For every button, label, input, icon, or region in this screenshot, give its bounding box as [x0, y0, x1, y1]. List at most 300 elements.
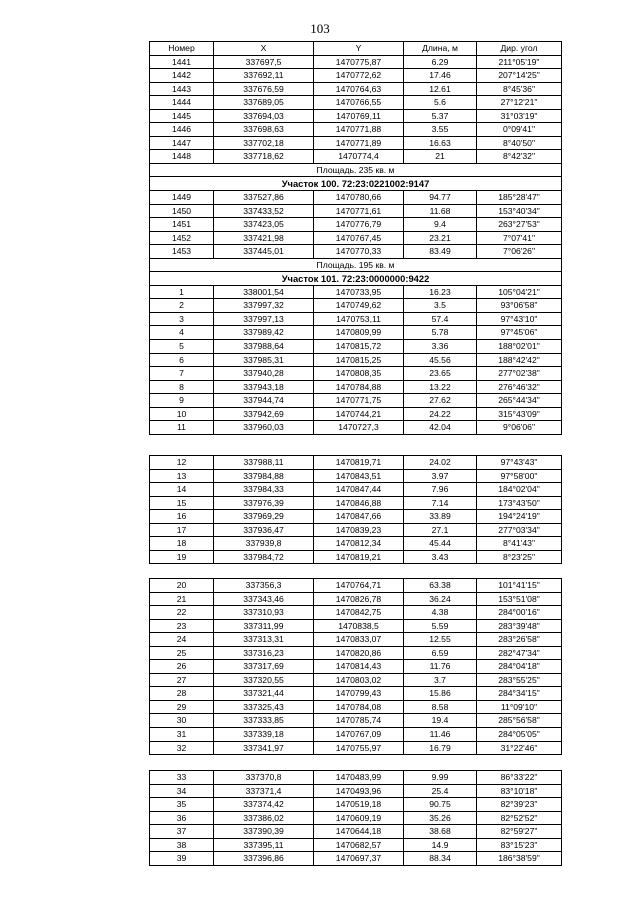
- table-row: [150, 191, 562, 205]
- coord-y: 1470764,71: [314, 579, 404, 593]
- point-number: 8: [150, 380, 214, 394]
- segment-length: 94.77: [404, 191, 477, 205]
- segment-length: 11.76: [404, 660, 477, 674]
- direction-angle: 277°02'38": [477, 367, 562, 381]
- point-number: 26: [150, 660, 214, 674]
- point-number: 39: [150, 852, 214, 866]
- direction-angle: 282°47'34": [477, 646, 562, 660]
- coord-x: 337317,69: [214, 660, 314, 674]
- direction-angle: 8°42'32": [477, 150, 562, 164]
- direction-angle: 97°43'10": [477, 312, 562, 326]
- point-number: 6: [150, 353, 214, 367]
- segment-length: 36.24: [404, 592, 477, 606]
- coord-y: 1470755,97: [314, 741, 404, 755]
- point-number: 7: [150, 367, 214, 381]
- coord-x: 337370,8: [214, 771, 314, 785]
- coord-x: 337718,62: [214, 150, 314, 164]
- table-row: [150, 619, 562, 633]
- coord-y: 1470767,45: [314, 231, 404, 245]
- coord-x: 337692,11: [214, 69, 314, 83]
- direction-angle: 101°41'15": [477, 579, 562, 593]
- direction-angle: 153°51'08": [477, 592, 562, 606]
- direction-angle: 265°44'34": [477, 394, 562, 408]
- table-row: [150, 136, 562, 150]
- direction-angle: 277°03'34": [477, 523, 562, 537]
- point-number: 32: [150, 741, 214, 755]
- coord-y: 1470785,74: [314, 714, 404, 728]
- table-row: [150, 510, 562, 524]
- segment-length: 42.04: [404, 421, 477, 435]
- direction-angle: 27°12'21": [477, 96, 562, 110]
- segment-length: 45.44: [404, 537, 477, 551]
- segment-length: 4.38: [404, 606, 477, 620]
- coord-y: 1470493,96: [314, 784, 404, 798]
- table-row: [150, 496, 562, 510]
- coord-x: 337320,55: [214, 673, 314, 687]
- table-row: [150, 523, 562, 537]
- coord-y: 1470483,99: [314, 771, 404, 785]
- table-row: [150, 550, 562, 564]
- table-row: [150, 96, 562, 110]
- page-number: 103: [310, 21, 330, 36]
- coord-y: 1470784,88: [314, 380, 404, 394]
- coord-y: 1470774,4: [314, 150, 404, 164]
- coord-y: 1470776,79: [314, 218, 404, 232]
- table-row: [150, 456, 562, 470]
- coord-y: 1470769,11: [314, 109, 404, 123]
- direction-angle: 211°05'19": [477, 55, 562, 69]
- coord-y: 1470847,44: [314, 483, 404, 497]
- segment-length: 3.43: [404, 550, 477, 564]
- coord-x: 337944,74: [214, 394, 314, 408]
- coord-x: 337311,99: [214, 619, 314, 633]
- direction-angle: 276°46'32": [477, 380, 562, 394]
- point-number: 10: [150, 407, 214, 421]
- point-number: 9: [150, 394, 214, 408]
- table-row: [150, 798, 562, 812]
- point-number: 12: [150, 456, 214, 470]
- direction-angle: 184°02'04": [477, 483, 562, 497]
- coord-y: 1470772,62: [314, 69, 404, 83]
- table-row: [150, 852, 562, 866]
- direction-angle: 284°00'16": [477, 606, 562, 620]
- point-number: 11: [150, 421, 214, 435]
- coordinates-table-contour-3: [149, 578, 562, 755]
- coord-x: 337969,29: [214, 510, 314, 524]
- segment-length: 6.29: [404, 55, 477, 69]
- coord-y: 1470819,71: [314, 456, 404, 470]
- coord-x: 337985,31: [214, 353, 314, 367]
- table-row: [150, 673, 562, 687]
- coord-x: 337421,98: [214, 231, 314, 245]
- direction-angle: 9°06'06": [477, 421, 562, 435]
- point-number: 1441: [150, 55, 214, 69]
- direction-angle: 173°43'50": [477, 496, 562, 510]
- table-row: [150, 353, 562, 367]
- table-row: [150, 537, 562, 551]
- segment-length: 12.55: [404, 633, 477, 647]
- section-title-101: Участок 101. 72:23:0000000:9422: [150, 272, 562, 286]
- coord-x: 337445,01: [214, 245, 314, 259]
- segment-length: 11.46: [404, 728, 477, 742]
- coord-x: 337527,86: [214, 191, 314, 205]
- segment-length: 5.78: [404, 326, 477, 340]
- section-title-100: Участок 100. 72:23:0221002:9147: [150, 177, 562, 191]
- table-row: [150, 811, 562, 825]
- coord-y: 1470819,21: [314, 550, 404, 564]
- coord-x: 337333,85: [214, 714, 314, 728]
- point-number: 15: [150, 496, 214, 510]
- table-row: [150, 312, 562, 326]
- segment-length: 88.34: [404, 852, 477, 866]
- segment-length: 19.4: [404, 714, 477, 728]
- segment-length: 16.63: [404, 136, 477, 150]
- coord-y: 1470697,37: [314, 852, 404, 866]
- segment-length: 13.22: [404, 380, 477, 394]
- point-number: 14: [150, 483, 214, 497]
- coord-x: 337989,42: [214, 326, 314, 340]
- coord-y: 1470833,07: [314, 633, 404, 647]
- segment-length: 3.7: [404, 673, 477, 687]
- coord-x: 337943,18: [214, 380, 314, 394]
- direction-angle: 283°26'58": [477, 633, 562, 647]
- table-row: [150, 728, 562, 742]
- coord-x: 337339,18: [214, 728, 314, 742]
- coord-y: 1470780,66: [314, 191, 404, 205]
- coord-x: 337689,05: [214, 96, 314, 110]
- segment-length: 12.61: [404, 82, 477, 96]
- segment-length: 15.86: [404, 687, 477, 701]
- direction-angle: 7°07'41": [477, 231, 562, 245]
- direction-angle: 283°39'48": [477, 619, 562, 633]
- segment-length: 5.59: [404, 619, 477, 633]
- table-row: [150, 633, 562, 647]
- segment-length: 57.4: [404, 312, 477, 326]
- table-row: [150, 700, 562, 714]
- direction-angle: 31°22'46": [477, 741, 562, 755]
- coord-x: 337997,32: [214, 299, 314, 313]
- segment-length: 3.5: [404, 299, 477, 313]
- direction-angle: 11°09'10": [477, 700, 562, 714]
- direction-angle: 83°10'18": [477, 784, 562, 798]
- coord-x: 337698,63: [214, 123, 314, 137]
- coord-x: 337313,31: [214, 633, 314, 647]
- segment-length: 7.96: [404, 483, 477, 497]
- coord-x: 337371,4: [214, 784, 314, 798]
- segment-length: 21: [404, 150, 477, 164]
- point-number: 35: [150, 798, 214, 812]
- coord-y: 1470784,08: [314, 700, 404, 714]
- direction-angle: 207°14'25": [477, 69, 562, 83]
- table-row: [150, 204, 562, 218]
- table-row: [150, 231, 562, 245]
- point-number: 33: [150, 771, 214, 785]
- direction-angle: 7°06'26": [477, 245, 562, 259]
- coord-y: 1470846,88: [314, 496, 404, 510]
- table-row: [150, 407, 562, 421]
- table-row: [150, 245, 562, 259]
- coord-y: 1470682,57: [314, 838, 404, 852]
- direction-angle: 8°40'50": [477, 136, 562, 150]
- coord-x: 337976,39: [214, 496, 314, 510]
- table-row: [150, 838, 562, 852]
- point-number: 1450: [150, 204, 214, 218]
- point-number: 22: [150, 606, 214, 620]
- segment-length: 11.68: [404, 204, 477, 218]
- point-number: 4: [150, 326, 214, 340]
- direction-angle: 153°40'34": [477, 204, 562, 218]
- direction-angle: 82°52'52": [477, 811, 562, 825]
- coord-x: 337694,03: [214, 109, 314, 123]
- coord-x: 337997,13: [214, 312, 314, 326]
- table-row: [150, 579, 562, 593]
- segment-length: 8.58: [404, 700, 477, 714]
- point-number: 28: [150, 687, 214, 701]
- coord-y: 1470644,18: [314, 825, 404, 839]
- coord-y: 1470803,02: [314, 673, 404, 687]
- direction-angle: 285°56'58": [477, 714, 562, 728]
- coord-y: 1470771,75: [314, 394, 404, 408]
- table-row: [150, 784, 562, 798]
- area-label: Площадь. 235 кв. м: [150, 163, 562, 177]
- direction-angle: 82°39'23": [477, 798, 562, 812]
- point-number: 24: [150, 633, 214, 647]
- segment-length: 27.62: [404, 394, 477, 408]
- point-number: 19: [150, 550, 214, 564]
- direction-angle: 82°59'27": [477, 825, 562, 839]
- point-number: 1447: [150, 136, 214, 150]
- direction-angle: 263°27'53": [477, 218, 562, 232]
- section-row: [150, 177, 562, 191]
- coord-x: 337423,05: [214, 218, 314, 232]
- coord-x: 337396,86: [214, 852, 314, 866]
- direction-angle: 194°24'19": [477, 510, 562, 524]
- coord-x: 337984,72: [214, 550, 314, 564]
- coord-x: 337988,64: [214, 340, 314, 354]
- coord-x: 337939,8: [214, 537, 314, 551]
- segment-length: 7.14: [404, 496, 477, 510]
- coordinates-table-contour-2: [149, 455, 562, 564]
- coord-y: 1470838,5: [314, 619, 404, 633]
- table-row: [150, 326, 562, 340]
- coord-x: 337942,69: [214, 407, 314, 421]
- table-row: [150, 394, 562, 408]
- coord-y: 1470808,35: [314, 367, 404, 381]
- point-number: 1445: [150, 109, 214, 123]
- segment-length: 9.4: [404, 218, 477, 232]
- coord-x: 337984,33: [214, 483, 314, 497]
- direction-angle: 283°55'25": [477, 673, 562, 687]
- direction-angle: 284°04'18": [477, 660, 562, 674]
- table-row: [150, 741, 562, 755]
- coord-y: 1470764,63: [314, 82, 404, 96]
- point-number: 1449: [150, 191, 214, 205]
- coord-y: 1470815,72: [314, 340, 404, 354]
- table-row: [150, 646, 562, 660]
- coord-y: 1470767,09: [314, 728, 404, 742]
- coord-x: 337321,44: [214, 687, 314, 701]
- direction-angle: 186°38'59": [477, 852, 562, 866]
- coord-y: 1470766,55: [314, 96, 404, 110]
- coord-x: 337676,59: [214, 82, 314, 96]
- direction-angle: 86°33'22": [477, 771, 562, 785]
- header-length: Длина, м: [404, 42, 477, 56]
- coord-y: 1470812,34: [314, 537, 404, 551]
- point-number: 36: [150, 811, 214, 825]
- direction-angle: 31°03'19": [477, 109, 562, 123]
- coord-x: 337984,88: [214, 469, 314, 483]
- table-row: [150, 660, 562, 674]
- point-number: 1453: [150, 245, 214, 259]
- point-number: 34: [150, 784, 214, 798]
- coord-y: 1470733,95: [314, 285, 404, 299]
- segment-length: 17.46: [404, 69, 477, 83]
- coord-x: 337341,97: [214, 741, 314, 755]
- coord-y: 1470770,33: [314, 245, 404, 259]
- direction-angle: 97°43'43": [477, 456, 562, 470]
- segment-length: 6.59: [404, 646, 477, 660]
- point-number: 1443: [150, 82, 214, 96]
- direction-angle: 97°45'06": [477, 326, 562, 340]
- segment-length: 23.65: [404, 367, 477, 381]
- area-label: Площадь. 195 кв. м: [150, 258, 562, 272]
- segment-length: 27.1: [404, 523, 477, 537]
- table-row: [150, 55, 562, 69]
- coord-x: 337988,11: [214, 456, 314, 470]
- direction-angle: 284°05'05": [477, 728, 562, 742]
- coord-y: 1470842,75: [314, 606, 404, 620]
- coord-x: 337697,5: [214, 55, 314, 69]
- segment-length: 23.21: [404, 231, 477, 245]
- coord-y: 1470814,43: [314, 660, 404, 674]
- coordinates-table-main: [149, 41, 562, 435]
- segment-length: 5.6: [404, 96, 477, 110]
- table-row: [150, 483, 562, 497]
- direction-angle: 8°23'25": [477, 550, 562, 564]
- point-number: 16: [150, 510, 214, 524]
- direction-angle: 83°15'23": [477, 838, 562, 852]
- table-row: [150, 367, 562, 381]
- segment-length: 83.49: [404, 245, 477, 259]
- direction-angle: 284°34'15": [477, 687, 562, 701]
- coord-x: 337374,42: [214, 798, 314, 812]
- table-row: [150, 109, 562, 123]
- table-row: [150, 82, 562, 96]
- coord-x: 337316,23: [214, 646, 314, 660]
- direction-angle: 8°45'36": [477, 82, 562, 96]
- segment-length: 24.22: [404, 407, 477, 421]
- table-row: [150, 421, 562, 435]
- point-number: 13: [150, 469, 214, 483]
- section-row: [150, 272, 562, 286]
- table-row: [150, 714, 562, 728]
- table-row: [150, 469, 562, 483]
- coord-y: 1470744,21: [314, 407, 404, 421]
- coord-x: 337936,47: [214, 523, 314, 537]
- segment-length: 16.79: [404, 741, 477, 755]
- direction-angle: 188°02'01": [477, 340, 562, 354]
- direction-angle: 8°41'43": [477, 537, 562, 551]
- segment-length: 24.02: [404, 456, 477, 470]
- direction-angle: 185°28'47": [477, 191, 562, 205]
- coord-y: 1470809,99: [314, 326, 404, 340]
- segment-length: 35.26: [404, 811, 477, 825]
- coord-y: 1470839,23: [314, 523, 404, 537]
- coord-x: 338001,54: [214, 285, 314, 299]
- direction-angle: 315°43'09": [477, 407, 562, 421]
- table-row: [150, 123, 562, 137]
- coord-x: 337343,46: [214, 592, 314, 606]
- coord-x: 337702,18: [214, 136, 314, 150]
- point-number: 1446: [150, 123, 214, 137]
- point-number: 37: [150, 825, 214, 839]
- segment-length: 33.89: [404, 510, 477, 524]
- point-number: 21: [150, 592, 214, 606]
- coord-x: 337310,93: [214, 606, 314, 620]
- coord-y: 1470820,86: [314, 646, 404, 660]
- coord-y: 1470826,78: [314, 592, 404, 606]
- coord-y: 1470519,18: [314, 798, 404, 812]
- point-number: 18: [150, 537, 214, 551]
- coord-y: 1470847,66: [314, 510, 404, 524]
- table-row: [150, 299, 562, 313]
- point-number: 20: [150, 579, 214, 593]
- coord-y: 1470815,25: [314, 353, 404, 367]
- coord-x: 337386,02: [214, 811, 314, 825]
- segment-length: 5.37: [404, 109, 477, 123]
- table-row: [150, 340, 562, 354]
- point-number: 1451: [150, 218, 214, 232]
- table-row: [150, 285, 562, 299]
- coord-x: 337390,39: [214, 825, 314, 839]
- point-number: 17: [150, 523, 214, 537]
- point-number: 1444: [150, 96, 214, 110]
- point-number: 27: [150, 673, 214, 687]
- point-number: 1452: [150, 231, 214, 245]
- point-number: 1442: [150, 69, 214, 83]
- coord-y: 1470771,88: [314, 123, 404, 137]
- point-number: 30: [150, 714, 214, 728]
- area-row: [150, 163, 562, 177]
- table-header-row: [150, 42, 562, 56]
- segment-length: 38.68: [404, 825, 477, 839]
- table-row: [150, 606, 562, 620]
- coord-y: 1470753,11: [314, 312, 404, 326]
- table-row: [150, 380, 562, 394]
- coord-x: 337325,43: [214, 700, 314, 714]
- table-row: [150, 592, 562, 606]
- coord-y: 1470749,62: [314, 299, 404, 313]
- header-angle: Дир. угол: [477, 42, 562, 56]
- point-number: 5: [150, 340, 214, 354]
- header-y: Y: [314, 42, 404, 56]
- point-number: 29: [150, 700, 214, 714]
- segment-length: 63.38: [404, 579, 477, 593]
- point-number: 25: [150, 646, 214, 660]
- table-row: [150, 771, 562, 785]
- table-row: [150, 150, 562, 164]
- header-number: Номер: [150, 42, 214, 56]
- coord-y: 1470771,89: [314, 136, 404, 150]
- table-row: [150, 825, 562, 839]
- coord-y: 1470775,87: [314, 55, 404, 69]
- segment-length: 3.55: [404, 123, 477, 137]
- segment-length: 3.97: [404, 469, 477, 483]
- coord-x: 337433,52: [214, 204, 314, 218]
- segment-length: 3.36: [404, 340, 477, 354]
- point-number: 2: [150, 299, 214, 313]
- direction-angle: 93°06'58": [477, 299, 562, 313]
